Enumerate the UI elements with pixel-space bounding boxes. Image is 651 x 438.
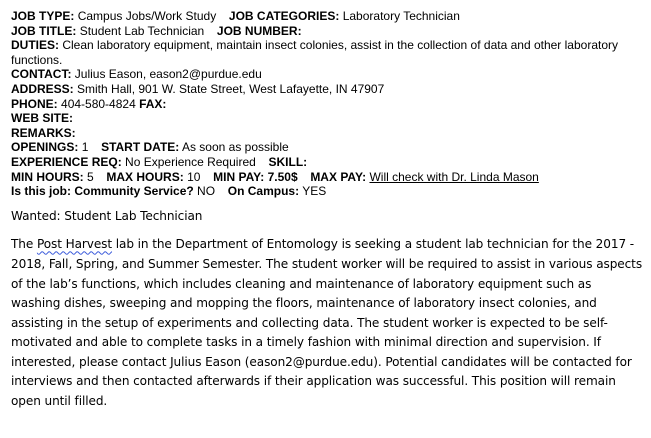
- para-rest: lab in the Department of Entomology is seeking a student lab technician for the 2017 - 2018, Fall, Spring, and Summer Semester. The student worker will be required to assist in various aspects of the lab’s functions, which includes cleaning and maintenance of laboratory equipment such as washing dishes, sweeping and mopping the floors, maintenance of laboratory insect colonies, and assisting in the setup of experiments and collecting data. The student worker is expected to be self-motivated and able to complete tasks in a timely fashion with minimal direction and supervision. If interested, please contact Julius Eason (eason2@purdue.edu). Potential candidates will be contacted for interviews and then contacted afterwards if their application was successful. This position will remain open until filled.: [11, 237, 643, 409]
- contact-line: [11, 67, 651, 82]
- openings-line: [11, 140, 651, 155]
- para-start: The: [11, 237, 37, 252]
- address-line: [11, 82, 651, 97]
- openings-value: 1: [81, 140, 89, 155]
- job-type-label: JOB TYPE:: [11, 9, 75, 23]
- min-pay-value: 7.50$: [267, 169, 298, 184]
- remarks-label: REMARKS:: [11, 125, 76, 140]
- start-date-value: As soon as possible: [181, 140, 289, 155]
- job-categories-label: JOB CATEGORIES:: [228, 9, 340, 23]
- fax-label: FAX:: [139, 96, 167, 111]
- website-label: WEB SITE:: [11, 111, 73, 126]
- job-header: [11, 9, 651, 199]
- address-value: Smith Hall, 901 W. State Street, West Lafayette, IN 47907: [77, 81, 385, 96]
- duties-line: [11, 38, 636, 67]
- openings-label: OPENINGS:: [11, 140, 79, 155]
- on-campus-label: On Campus:: [227, 184, 300, 199]
- wanted-line: Wanted: Student Lab Technician: [11, 208, 203, 223]
- min-hours-value: 5: [87, 169, 94, 184]
- max-hours-value: 10: [187, 169, 201, 184]
- experience-value: No Experience Required: [125, 154, 256, 169]
- start-date-label: START DATE:: [101, 140, 180, 155]
- experience-line: [11, 155, 651, 170]
- experience-label: EXPERIENCE REQ:: [11, 154, 122, 169]
- phone-label: PHONE:: [11, 96, 58, 111]
- website-line: [11, 111, 651, 126]
- job-categories-value: Laboratory Technician: [342, 9, 460, 23]
- min-pay-label: MIN PAY:: [213, 169, 265, 184]
- phone-value: 404-580-4824: [61, 96, 136, 111]
- community-value: NO: [197, 184, 216, 199]
- contact-label: CONTACT:: [11, 67, 72, 82]
- duties-value: Clean laboratory equipment, maintain insect colonies, assist in the collection of data and other laboratory functions.: [11, 38, 618, 67]
- description-paragraph: [11, 235, 643, 411]
- job-type-value: Campus Jobs/Work Study: [77, 9, 217, 23]
- skill-label: SKILL:: [268, 154, 308, 169]
- max-pay-value: Will check with Dr. Linda Mason: [369, 169, 539, 184]
- hours-pay-line: [11, 170, 651, 185]
- spellcheck-word: Post Harvest: [36, 237, 113, 252]
- min-hours-label: MIN HOURS:: [11, 169, 84, 184]
- on-campus-value: YES: [302, 184, 327, 199]
- phone-line: [11, 97, 651, 112]
- job-title-label: JOB TITLE:: [11, 23, 77, 38]
- community-line: [11, 184, 651, 199]
- address-label: ADDRESS:: [11, 81, 74, 96]
- job-title-value: Student Lab Technician: [79, 23, 205, 38]
- job-title-line: [11, 24, 651, 39]
- community-label: Is this job: Community Service?: [11, 184, 194, 199]
- job-number-label: JOB NUMBER:: [216, 23, 302, 38]
- max-pay-label: MAX PAY:: [310, 169, 367, 184]
- remarks-line: [11, 126, 651, 141]
- duties-label: DUTIES:: [11, 38, 59, 53]
- max-hours-label: MAX HOURS:: [106, 169, 184, 184]
- contact-value: Julius Eason, eason2@purdue.edu: [74, 67, 262, 82]
- job-type-line: [11, 9, 651, 24]
